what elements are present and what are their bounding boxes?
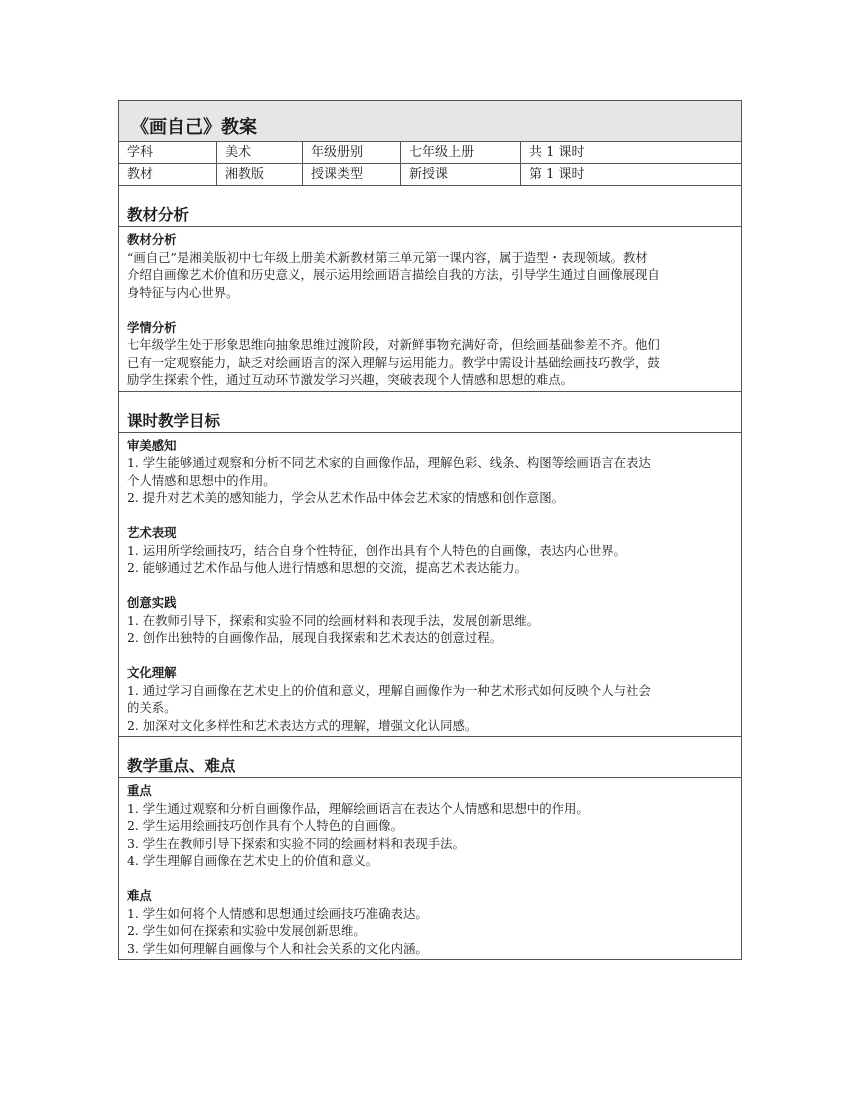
subheading: 审美感知 xyxy=(127,437,177,453)
meta-row-2 xyxy=(119,164,741,186)
list-item: 个人情感和思想中的作用。 xyxy=(127,472,276,488)
subheading: 学情分析 xyxy=(127,319,177,335)
text-line: 介绍自画像艺术价值和历史意义，展示运用绘画语言描绘自我的方法，引导学生通过自画像展现自 xyxy=(127,267,660,282)
meta-label-grade: 年级册别 xyxy=(303,142,401,163)
meta-current-period: 第 1 课时 xyxy=(529,167,585,182)
list-item: 2. 学生运用绘画技巧创作具有个人特色的自画像。 xyxy=(127,818,403,833)
meta-value-lesson-type: 新授课 xyxy=(401,164,521,185)
meta-value-subject: 美术 xyxy=(217,142,303,163)
list-item: 的关系。 xyxy=(127,700,177,715)
meta-total-periods: 共 1 课时 xyxy=(529,145,585,160)
section-heading-analysis xyxy=(119,186,741,227)
section-body-keypoints xyxy=(119,778,741,959)
list-item: 2. 能够通过艺术作品与他人进行情感和思想的交流，提高艺术表达能力。 xyxy=(127,560,527,575)
subheading: 文化理解 xyxy=(127,665,177,680)
section-title: 教材分析 xyxy=(127,205,190,224)
subheading: 难点 xyxy=(127,888,152,903)
section-heading-keypoints xyxy=(119,737,741,778)
subheading: 重点 xyxy=(127,783,152,798)
title-row xyxy=(119,101,741,142)
list-item: 4. 学生理解自画像在艺术史上的价值和意义。 xyxy=(127,853,379,868)
section-title: 课时教学目标 xyxy=(127,410,221,430)
list-item: 3. 学生如何理解自画像与个人和社会关系的文化内涵。 xyxy=(127,940,428,956)
text-line: 七年级学生处于形象思维向抽象思维过渡阶段，对新鲜事物充满好奇，但绘画基础参差不齐。他们 xyxy=(127,337,660,352)
meta-value-grade: 七年级上册 xyxy=(401,142,521,163)
list-item: 1. 学生通过观察和分析自画像作品，理解绘画语言在表达个人情感和思想中的作用。 xyxy=(127,800,589,816)
section-title: 教学重点、难点 xyxy=(127,756,236,775)
section-heading-objectives xyxy=(119,392,741,433)
meta-label-textbook: 教材 xyxy=(119,164,217,185)
text-line: 励学生探索个性，通过互动环节激发学习兴趣，突破表现个人情感和思想的难点。 xyxy=(127,372,574,387)
section-body-objectives xyxy=(119,433,741,738)
list-item: 2. 提升对艺术美的感知能力，学会从艺术作品中体会艺术家的情感和创作意图。 xyxy=(127,490,565,505)
list-item: 3. 学生在教师引导下探索和实验不同的绘画材料和表现手法。 xyxy=(127,835,465,851)
meta-value-textbook: 湘教版 xyxy=(217,164,303,185)
list-item: 1. 学生能够通过观察和分析不同艺术家的自画像作品，理解色彩、线条、构图等绘画语言在表达 xyxy=(127,455,651,470)
list-item: 2. 创作出独特的自画像作品，展现自我探索和艺术表达的创意过程。 xyxy=(127,630,503,645)
list-item: 2. 加深对文化多样性和艺术表达方式的理解，增强文化认同感。 xyxy=(127,717,478,733)
subheading: 创意实践 xyxy=(127,595,177,610)
section-body-analysis xyxy=(119,227,741,392)
text-line: “画自己”是湘美版初中七年级上册美术新教材第三单元第一课内容，属于造型・表现领域。教材 xyxy=(127,249,648,265)
document-title: 《画自己》教案 xyxy=(131,117,257,138)
list-item: 1. 在教师引导下，探索和实验不同的绘画材料和表现手法，发展创新思维。 xyxy=(127,612,540,628)
meta-label-lesson-type: 授课类型 xyxy=(303,164,401,185)
lesson-plan-table xyxy=(118,100,742,960)
meta-label-subject: 学科 xyxy=(119,142,217,163)
list-item: 2. 学生如何在探索和实验中发展创新思维。 xyxy=(127,923,366,938)
list-item: 1. 运用所学绘画技巧，结合自身个性特征，创作出具有个人特色的自画像，表达内心世界。 xyxy=(127,542,626,558)
subheading: 教材分析 xyxy=(127,232,177,247)
list-item: 1. 通过学习自画像在艺术史上的价值和意义，理解自画像作为一种艺术形式如何反映个人与社会 xyxy=(127,682,651,698)
text-line: 已有一定观察能力，缺乏对绘画语言的深入理解与运用能力。教学中需设计基础绘画技巧教学，鼓 xyxy=(127,354,660,370)
text-line: 身特征与内心世界。 xyxy=(127,284,239,300)
list-item: 1. 学生如何将个人情感和思想通过绘画技巧准确表达。 xyxy=(127,905,428,921)
subheading: 艺术表现 xyxy=(127,525,177,540)
meta-row-1 xyxy=(119,142,741,164)
